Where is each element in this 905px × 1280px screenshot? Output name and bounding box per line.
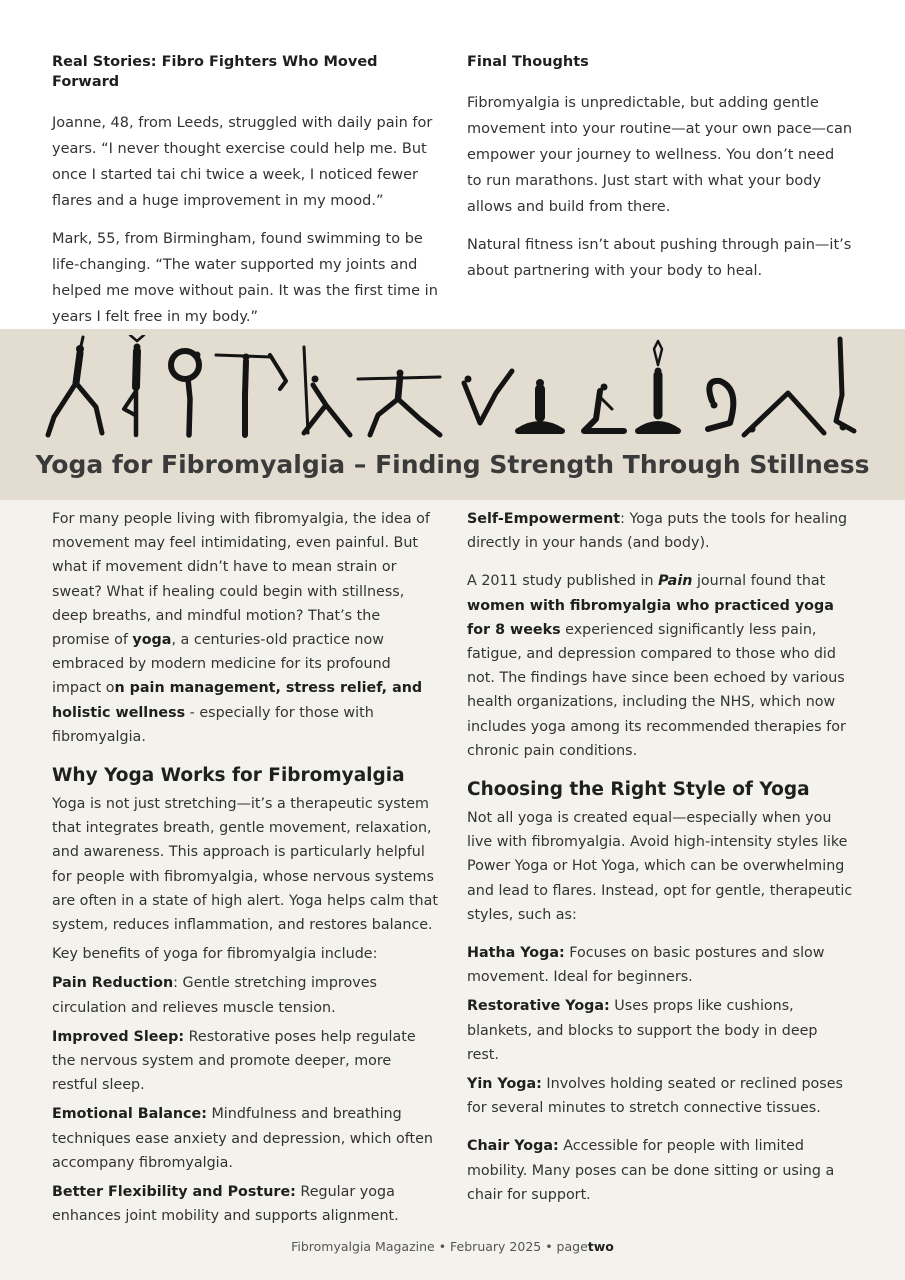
benefits-intro: Key benefits of yoga for fibromyalgia include: [52, 946, 378, 963]
final-thoughts-paragraph-2: Natural fitness isn’t about pushing through pain—it’s about partnering with your body to heal. [467, 237, 852, 279]
article-left-column [52, 507, 438, 1233]
final-thoughts-column [467, 52, 853, 296]
pose-seated-twist-icon [584, 384, 624, 432]
why-yoga-paragraph: Yoga is not just stretching—it’s a therapeutic system that integrates breath, gentle movement, relaxation, and awareness. This approach is particularly helpful for people with fibromyalgia, whose nervous systems are often in a state of high alert. Yoga helps calm that system, reduces inflammation, and restores balance. [52, 796, 438, 934]
pose-standing-stretch-icon [216, 354, 286, 436]
pose-warrior-icon [48, 337, 102, 435]
pose-warrior-two-icon [358, 370, 440, 436]
pose-tree-icon [124, 335, 144, 435]
benefit-flexibility-posture: Better Flexibility and Posture: Regular yoga enhances joint mobility and supports alignment. [52, 1184, 399, 1225]
intro-paragraph: For many people living with fibromyalgia, the idea of movement may feel intimidating, even painful. But what if movement didn’t have to mean strain or sweat? What if healing could begin with stillness, deep breaths, and mindful motion? That’s the promise of yoga, a centuries-old practice now embraced by modern medicine for its profound impact on pain management, stress relief, and holistic wellness - especially for those with fibromyalgia. [52, 511, 430, 745]
final-thoughts-heading: Final Thoughts [467, 54, 589, 70]
article-right-column [467, 507, 853, 1212]
story-joanne: Joanne, 48, from Leeds, struggled with daily pain for years. “I never thought exercise could help me. But once I started tai chi twice a week, I noticed fewer flares and a huge improvement in my mood.” [52, 115, 433, 209]
benefit-pain-reduction: Pain Reduction: Gentle stretching improves circulation and relieves muscle tension. [52, 975, 377, 1016]
top-section [0, 0, 905, 329]
pose-downward-dog-icon [744, 393, 824, 435]
real-stories-column [52, 52, 438, 342]
real-stories-heading: Real Stories: Fibro Fighters Who Moved Forward [52, 54, 378, 90]
yoga-poses-silhouettes-icon [40, 335, 865, 441]
pose-shoulder-stand-icon [836, 339, 854, 431]
why-yoga-heading: Why Yoga Works for Fibromyalgia [52, 765, 405, 787]
choosing-style-paragraph: Not all yoga is created equal—especially when you live with fibromyalgia. Avoid high-intensity styles like Power Yoga or Hot Yoga, which can be overwhelming and lead to flares. Instead, opt for gentle, therapeutic styles, such as: [467, 810, 853, 923]
study-paragraph: A 2011 study published in Pain journal found that women with fibromyalgia who practiced yoga for 8 weeks experienced significantly less pain, fatigue, and depression compared to those who did not. The findings have since been echoed by various health organizations, including the NHS, which now includes yoga among its recommended therapies for chronic pain conditions. [467, 573, 846, 759]
yoga-banner [0, 329, 905, 500]
style-hatha: Hatha Yoga: Focuses on basic postures and slow movement. Ideal for beginners. [467, 945, 825, 986]
final-thoughts-paragraph-1: Fibromyalgia is unpredictable, but adding gentle movement into your routine—at your own pace—can empower your journey to wellness. You don’t need to run marathons. Just start with what your body allows and build from there. [467, 95, 853, 215]
style-yin: Yin Yoga: Involves holding seated or reclined poses for several minutes to stretch connective tissues. [467, 1076, 843, 1117]
page-footer: Fibromyalgia Magazine • February 2025 • pagetwo [291, 1239, 614, 1254]
pose-dancer-icon [171, 351, 201, 435]
benefit-improved-sleep: Improved Sleep: Restorative poses help regulate the nervous system and promote deeper, more restful sleep. [52, 1028, 416, 1094]
style-restorative: Restorative Yoga: Uses props like cushions, blankets, and blocks to support the body in deep rest. [467, 998, 818, 1063]
pose-seated-prayer-icon [638, 341, 678, 431]
style-chair: Chair Yoga: Accessible for people with limited mobility. Many poses can be done sitting or using a chair for support. [467, 1138, 835, 1203]
pose-camel-icon [708, 381, 733, 429]
pose-lotus-icon [518, 379, 562, 431]
benefit-emotional-balance: Emotional Balance: Mindfulness and breathing techniques ease anxiety and depression, which often accompany fibromyalgia. [52, 1106, 433, 1171]
article-title: Yoga for Fibromyalgia – Finding Strength Through Stillness [35, 450, 870, 479]
pose-triangle-icon [304, 347, 350, 435]
pose-boat-icon [464, 371, 512, 423]
story-mark: Mark, 55, from Birmingham, found swimming to be life-changing. “The water supported my joints and helped me move without pain. It was the first time in years I felt free in my body.” [52, 231, 438, 325]
benefit-self-empowerment: Self-Empowerment: Yoga puts the tools for healing directly in your hands (and body). [467, 511, 848, 552]
choosing-style-heading: Choosing the Right Style of Yoga [467, 779, 810, 801]
article-body [0, 500, 905, 1280]
